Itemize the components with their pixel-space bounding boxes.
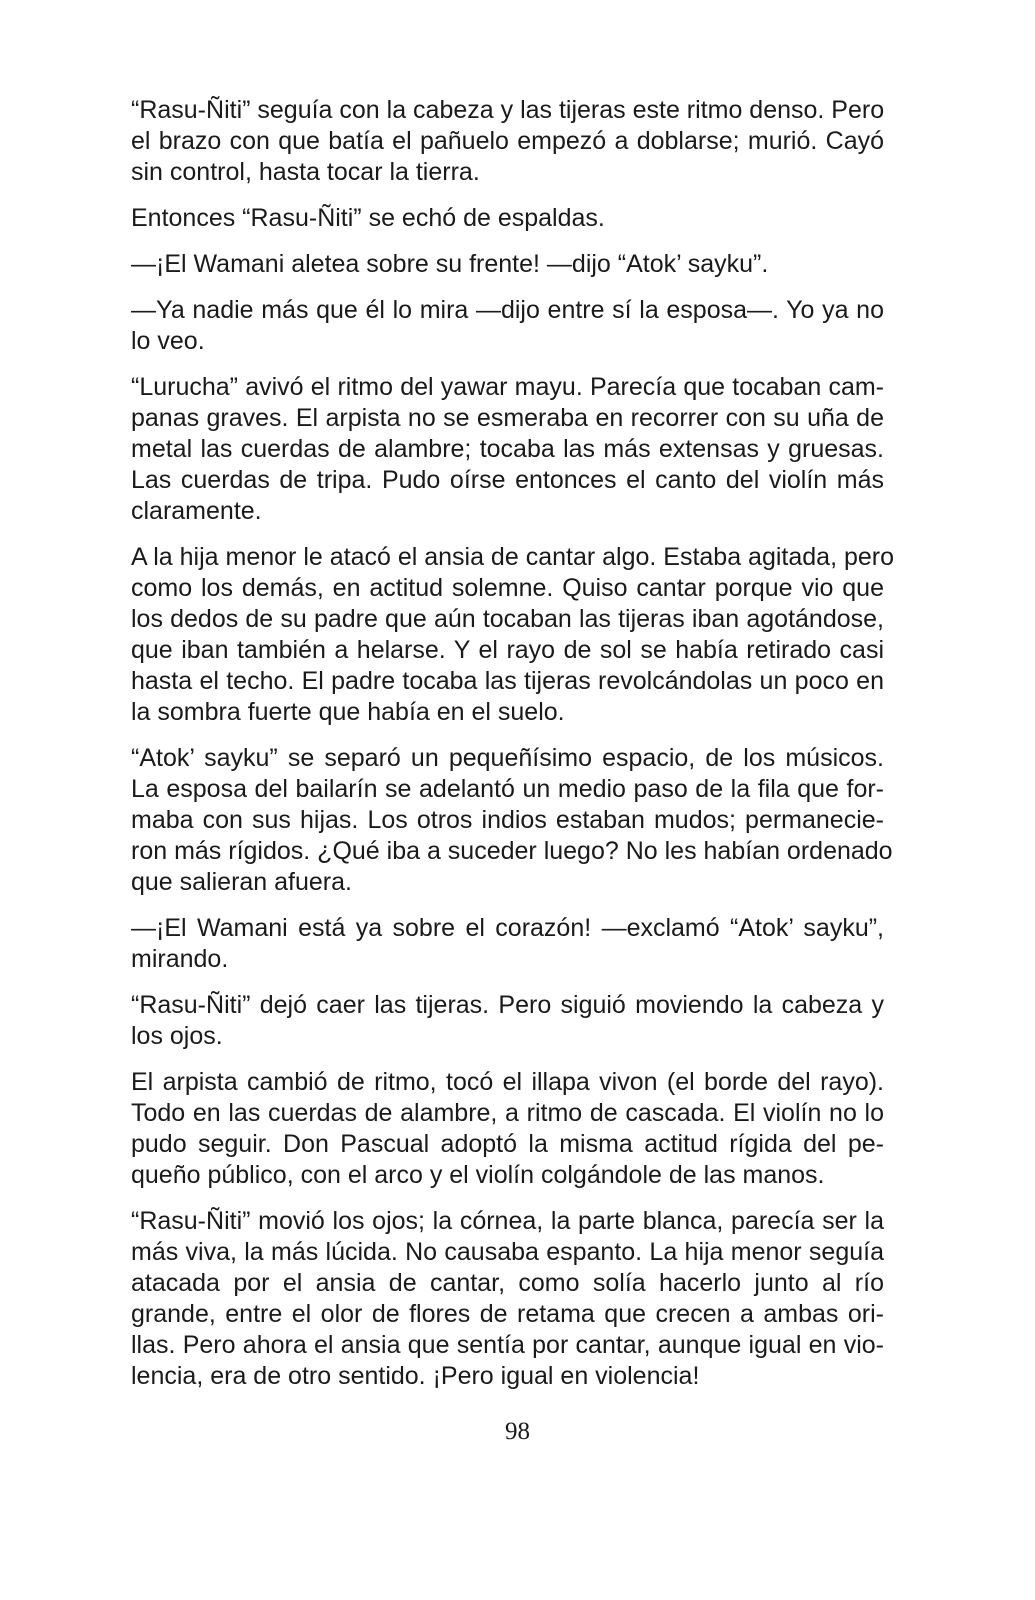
text-line: ron más rígidos. ¿Qué iba a suceder luego? No les habían ordenado: [131, 837, 893, 865]
text-line: Entonces “Rasu-Ñiti” se echó de espaldas.: [131, 204, 605, 232]
text-line: “Rasu-Ñiti” seguía con la cabeza y las tijeras este ritmo denso. Pero: [131, 96, 885, 124]
text-line: hasta el techo. El padre tocaba las tijeras revolcándolas un poco en: [131, 667, 884, 695]
text-line: panas graves. El arpista no se esmeraba en recorrer con su uña de: [131, 404, 884, 432]
text-line: “Rasu-Ñiti” movió los ojos; la córnea, la parte blanca, parecía ser la: [131, 1207, 884, 1235]
text-line: como los demás, en actitud solemne. Quiso cantar porque vio que: [131, 574, 884, 602]
text-line: que salieran afuera.: [131, 868, 352, 896]
paragraph: [131, 913, 884, 975]
text-line: los ojos.: [131, 1022, 223, 1050]
text-line: —¡El Wamani aletea sobre su frente! —dijo “Atok’ sayku”.: [131, 250, 769, 278]
paragraph: [131, 542, 895, 728]
text-line: “Rasu-Ñiti” dejó caer las tijeras. Pero siguió moviendo la cabeza y: [131, 991, 884, 1019]
paragraph: [131, 295, 884, 357]
paragraph: [131, 1067, 884, 1191]
page-body: [131, 95, 895, 1407]
text-line: que iban también a helarse. Y el rayo de sol se había retirado casi: [131, 636, 884, 664]
text-line: claramente.: [131, 497, 262, 525]
text-line: Todo en las cuerdas de alambre, a ritmo de cascada. El violín no lo: [131, 1099, 884, 1127]
text-line: la sombra fuerte que había en el suelo.: [131, 698, 565, 726]
text-line: lencia, era de otro sentido. ¡Pero igual en violencia!: [131, 1362, 700, 1390]
paragraph: [131, 95, 884, 188]
text-line: Las cuerdas de tripa. Pudo oírse entonces el canto del violín más: [131, 466, 884, 494]
text-line: llas. Pero ahora el ansia que sentía por cantar, aunque igual en vio-: [131, 1331, 884, 1359]
text-line: sin control, hasta tocar la tierra.: [131, 158, 480, 186]
text-line: los dedos de su padre que aún tocaban las tijeras iban agotándose,: [131, 605, 884, 633]
paragraph: [131, 249, 884, 280]
paragraph: [131, 990, 884, 1052]
text-line: lo veo.: [131, 327, 205, 355]
paragraph: [131, 372, 884, 527]
text-line: el brazo con que batía el pañuelo empezó a doblarse; murió. Cayó: [131, 127, 884, 155]
text-line: metal las cuerdas de alambre; tocaba las más extensas y gruesas.: [131, 435, 884, 463]
page-number: 98: [505, 1418, 530, 1445]
text-line: —¡El Wamani está ya sobre el corazón! —exclamó “Atok’ sayku”,: [131, 914, 884, 942]
text-line: más viva, la más lúcida. No causaba espanto. La hija menor seguía: [131, 1238, 884, 1266]
text-line: —Ya nadie más que él lo mira —dijo entre sí la esposa—. Yo ya no: [131, 296, 884, 324]
text-line: queño público, con el arco y el violín colgándole de las manos.: [131, 1161, 825, 1189]
text-line: La esposa del bailarín se adelantó un medio paso de la fila que for-: [131, 775, 884, 803]
paragraph: [131, 743, 893, 898]
text-line: mirando.: [131, 945, 229, 973]
text-line: “Lurucha” avivó el ritmo del yawar mayu. Parecía que tocaban cam-: [131, 373, 884, 401]
text-line: atacada por el ansia de cantar, como solía hacerlo junto al río: [131, 1269, 884, 1297]
paragraph: [131, 1206, 884, 1392]
text-line: A la hija menor le atacó el ansia de cantar algo. Estaba agitada, pero: [131, 543, 895, 571]
text-line: El arpista cambió de ritmo, tocó el illapa vivon (el borde del rayo).: [131, 1068, 884, 1096]
paragraph: [131, 203, 884, 234]
text-line: pudo seguir. Don Pascual adoptó la misma actitud rígida del pe-: [131, 1130, 884, 1158]
text-line: maba con sus hijas. Los otros indios estaban mudos; permanecie-: [131, 806, 884, 834]
text-line: grande, entre el olor de flores de retama que crecen a ambas ori-: [131, 1300, 884, 1328]
text-line: “Atok’ sayku” se separó un pequeñísimo espacio, de los músicos.: [131, 744, 884, 772]
